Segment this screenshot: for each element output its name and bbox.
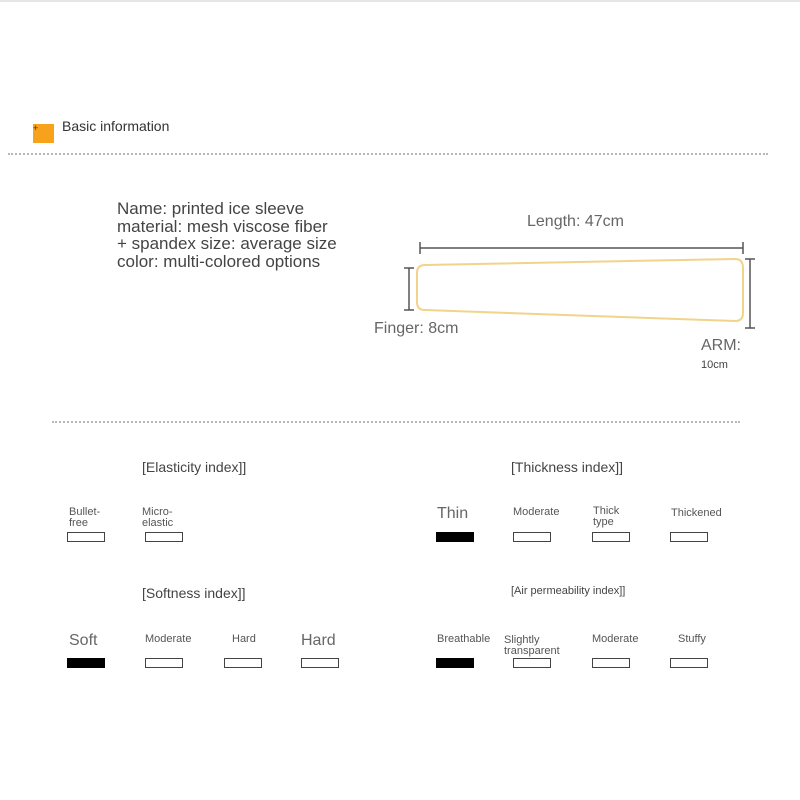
softness-index-title: [Softness index]] bbox=[142, 585, 246, 601]
softness-option-box bbox=[224, 658, 262, 668]
softness-option-box bbox=[145, 658, 183, 668]
thickness-option-label: Thick type bbox=[593, 505, 620, 528]
air-option-label: Breathable bbox=[437, 633, 491, 645]
thickness-option-box bbox=[436, 532, 474, 542]
thickness-option-label: Moderate bbox=[513, 506, 560, 518]
sleeve-outline bbox=[417, 259, 743, 321]
air-option-box bbox=[592, 658, 630, 668]
air-permeability-index-title: [Air permeability index]] bbox=[511, 585, 626, 597]
elasticity-option-box bbox=[145, 532, 183, 542]
arm-value: 10cm bbox=[701, 359, 728, 371]
indices-divider bbox=[52, 421, 740, 423]
thickness-option-box bbox=[592, 532, 630, 542]
thickness-option-box bbox=[670, 532, 708, 542]
softness-option-label: Hard bbox=[301, 632, 336, 649]
length-label: Length: 47cm bbox=[527, 213, 624, 230]
thickness-option-box bbox=[513, 532, 551, 542]
spec-line-color: color: multi-colored options bbox=[117, 251, 321, 271]
softness-option-box bbox=[301, 658, 339, 668]
thickness-option-label: Thin bbox=[437, 505, 469, 522]
spec-line-name: Name: printed ice sleeve bbox=[117, 199, 305, 218]
air-option-label: Moderate bbox=[592, 633, 639, 645]
spec-list bbox=[117, 200, 417, 270]
finger-label: Finger: 8cm bbox=[374, 320, 459, 337]
air-option-box bbox=[436, 658, 474, 668]
elasticity-index-title: [Elasticity index]] bbox=[142, 459, 247, 475]
air-option-box bbox=[670, 658, 708, 668]
spec-line-size: + spandex size: average size bbox=[117, 234, 337, 253]
softness-option-box bbox=[67, 658, 105, 668]
orange-square-plus-icon bbox=[33, 124, 54, 143]
thickness-option-label: Thickened bbox=[671, 507, 722, 519]
header-divider bbox=[8, 153, 768, 155]
thickness-index-title: [Thickness index]] bbox=[511, 459, 624, 475]
elasticity-option-label: Bullet-free bbox=[69, 506, 101, 529]
softness-option-label: Hard bbox=[232, 633, 256, 645]
spec-line-material: material: mesh viscose fiber bbox=[117, 216, 328, 236]
plus-glyph: + bbox=[33, 123, 39, 133]
softness-option-label: Moderate bbox=[145, 633, 192, 645]
air-option-label: Slightly transparent bbox=[504, 634, 560, 657]
top-border bbox=[0, 0, 800, 2]
softness-option-label: Soft bbox=[69, 632, 98, 649]
section-title: Basic information bbox=[62, 118, 170, 134]
elasticity-option-label: Micro-elastic bbox=[142, 506, 174, 529]
arm-label: ARM: bbox=[701, 337, 741, 354]
elasticity-option-box bbox=[67, 532, 105, 542]
air-option-box bbox=[513, 658, 551, 668]
air-option-label: Stuffy bbox=[678, 633, 706, 645]
